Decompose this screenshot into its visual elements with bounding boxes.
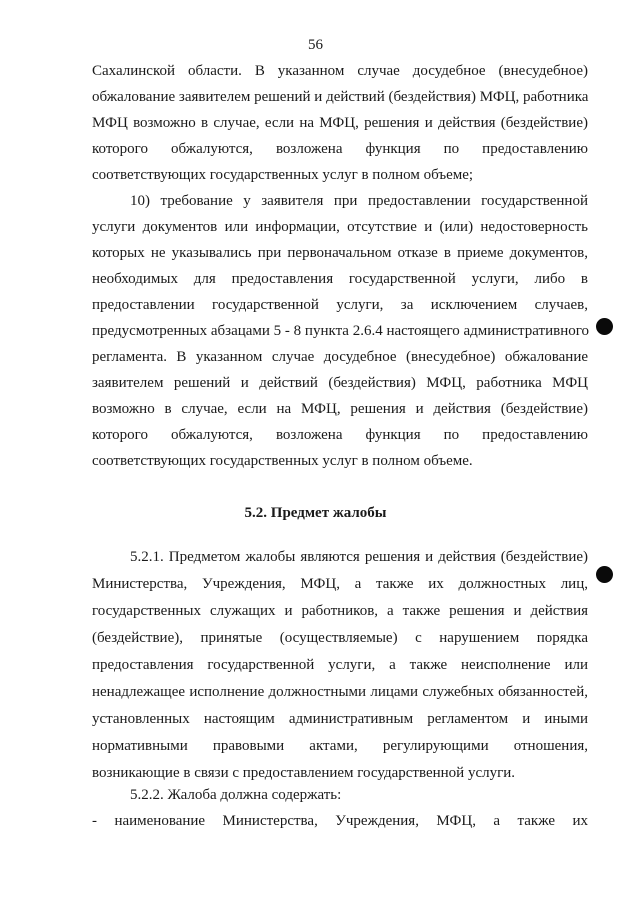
section-heading: 5.2. Предмет жалобы (244, 505, 387, 521)
paragraph-first-line: 5.2.1. Предметом жалобы являются решения и действия (бездействие) (130, 549, 588, 565)
text-line: МФЦ возможно в случае, если на МФЦ, решения и действия (бездействие) (92, 115, 588, 131)
text-line: заявителем решений и действий (бездействия) МФЦ, работника МФЦ (92, 375, 588, 391)
paragraph-first-line: 5.2.2. Жалоба должна содержать: (130, 787, 342, 803)
text-line: нормативными правовыми актами, регулирующими отношения, (92, 738, 588, 754)
text-line: которого обжалуются, возложена функция по предоставлению (92, 427, 588, 443)
text-line: соответствующих государственных услуг в полном объеме; (92, 167, 474, 183)
text-line: регламента. В указанном случае досудебное (внесудебное) обжалование (92, 349, 588, 365)
text-line: ненадлежащее исполнение должностными лицами служебных обязанностей, (92, 684, 588, 700)
text-line: предоставлении государственной услуги, за исключением случаев, (92, 297, 588, 313)
punch-hole-mark (596, 566, 613, 583)
text-line: предоставления государственной услуги, а также неисполнение или (92, 657, 588, 673)
text-line: необходимых для предоставления государственной услуги, либо в (92, 271, 588, 287)
text-line: установленных настоящим административным регламентом и иными (92, 711, 588, 727)
text-line: - наименование Министерства, Учреждения, МФЦ, а также их (92, 813, 588, 829)
page-number: 56 (308, 37, 323, 53)
text-line: обжалование заявителем решений и действий (бездействия) МФЦ, работника (92, 89, 589, 105)
text-line: Сахалинской области. В указанном случае досудебное (внесудебное) (92, 63, 588, 79)
text-line: которых не указывались при первоначальном отказе в приеме документов, (92, 245, 588, 261)
text-line: государственных служащих и работников, а также решения и действия (92, 603, 588, 619)
text-line: услуги документов или информации, отсутствие и (или) недостоверность (92, 219, 588, 235)
paragraph-first-line: 10) требование у заявителя при предоставлении государственной (130, 193, 588, 209)
text-line: соответствующих государственных услуг в полном объеме. (92, 453, 473, 469)
text-line: (бездействие), принятые (осуществляемые) с нарушением порядка (92, 630, 588, 646)
text-line: предусмотренных абзацами 5 - 8 пункта 2.6.4 настоящего административного (92, 323, 590, 339)
punch-hole-mark (596, 318, 613, 335)
text-line: возможно в случае, если на МФЦ, решения и действия (бездействие) (92, 401, 588, 417)
text-line: которого обжалуются, возложена функция по предоставлению (92, 141, 588, 157)
text-line: Министерства, Учреждения, МФЦ, а также их должностных лиц, (92, 576, 588, 592)
text-line: возникающие в связи с предоставлением государственной услуги. (92, 765, 516, 781)
